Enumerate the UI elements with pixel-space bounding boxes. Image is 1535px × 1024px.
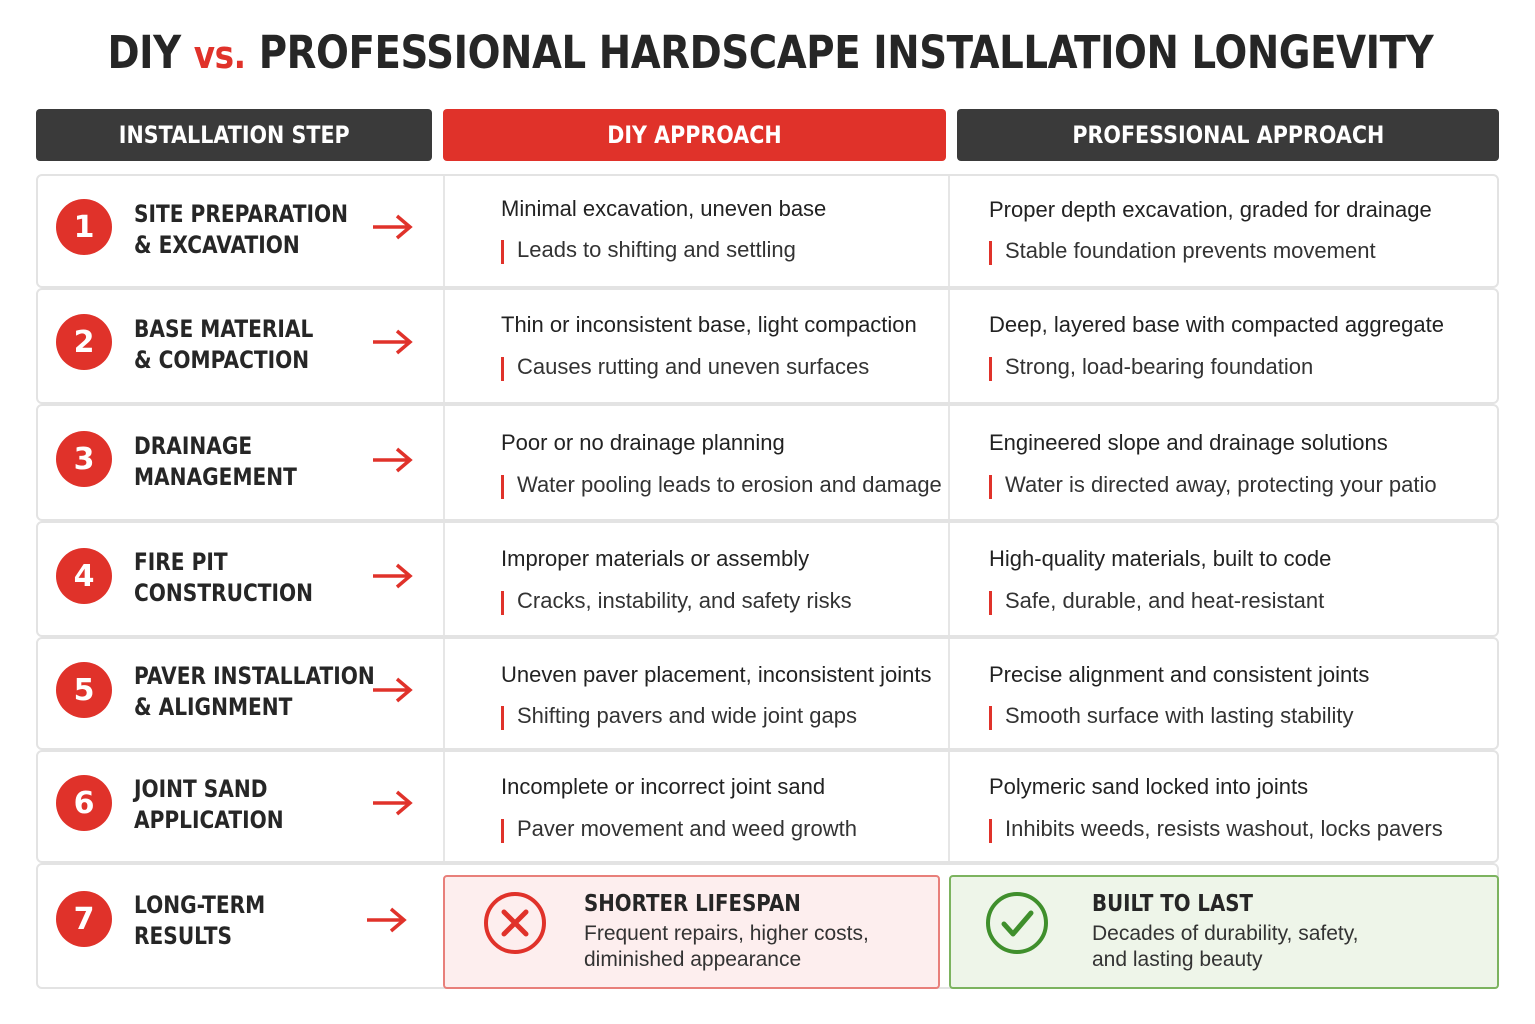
diy-result-description: Frequent repairs, higher costs, diminished appearance [584, 922, 869, 971]
step-number-badge: 1 [56, 199, 112, 255]
pro-benefit: Safe, durable, and heat-resistant [989, 588, 1324, 614]
step-name: PAVER INSTALLATION & ALIGNMENT [134, 662, 375, 721]
title-rest: PROFESSIONAL HARDSCAPE INSTALLATION LONGEVITY [258, 26, 1434, 79]
arrow-right-icon [371, 214, 413, 240]
table-row-4 [36, 521, 1499, 637]
pro-benefit: Strong, load-bearing foundation [989, 354, 1313, 380]
table-row-1 [36, 174, 1499, 288]
pro-benefit: Stable foundation prevents movement [989, 238, 1376, 264]
step-number-badge: 7 [56, 891, 112, 947]
table-row-5 [36, 637, 1499, 750]
table-row-3 [36, 404, 1499, 521]
diy-consequence: Shifting pavers and wide joint gaps [501, 703, 857, 729]
step-name: SITE PREPARATION & EXCAVATION [134, 200, 348, 259]
diy-description: Incomplete or incorrect joint sand [501, 774, 826, 799]
diy-result-card [443, 875, 940, 989]
title-diy: DIY [107, 26, 181, 79]
step-number-badge: 5 [56, 662, 112, 718]
diy-consequence: Causes rutting and uneven surfaces [501, 354, 869, 380]
pro-result-card [949, 875, 1499, 989]
table-row-6 [36, 750, 1499, 863]
arrow-right-icon [371, 447, 413, 473]
step-number-badge: 4 [56, 548, 112, 604]
diy-consequence: Paver movement and weed growth [501, 816, 857, 842]
step-name: JOINT SAND APPLICATION [134, 775, 284, 834]
arrow-right-icon [371, 677, 413, 703]
step-name: FIRE PIT CONSTRUCTION [134, 548, 314, 607]
pro-result-title: BUILT TO LAST [1092, 891, 1254, 917]
check-circle-icon [985, 891, 1049, 955]
diy-consequence: Cracks, instability, and safety risks [501, 588, 852, 614]
arrow-right-icon [365, 907, 407, 933]
title-vs: vs. [193, 33, 246, 77]
pro-description: Precise alignment and consistent joints [989, 662, 1370, 687]
step-name: DRAINAGE MANAGEMENT [134, 432, 297, 491]
pro-description: Polymeric sand locked into joints [989, 774, 1309, 799]
table-row-2 [36, 288, 1499, 404]
pro-description: Deep, layered base with compacted aggregate [989, 312, 1444, 337]
pro-result-description: Decades of durability, safety, and lasting beauty [1092, 922, 1359, 971]
pro-description: Engineered slope and drainage solutions [989, 430, 1388, 455]
step-number-badge: 2 [56, 314, 112, 370]
header-diy-approach: DIY APPROACH [443, 109, 946, 161]
pro-benefit: Smooth surface with lasting stability [989, 703, 1354, 729]
diy-consequence: Water pooling leads to erosion and damage [501, 472, 942, 498]
pro-benefit: Water is directed away, protecting your patio [989, 472, 1437, 498]
diy-description: Uneven paver placement, inconsistent joints [501, 662, 932, 687]
table-row-results [36, 863, 1499, 989]
arrow-right-icon [371, 563, 413, 589]
step-number-badge: 3 [56, 431, 112, 487]
diy-result-title: SHORTER LIFESPAN [584, 891, 801, 917]
step-name: BASE MATERIAL & COMPACTION [134, 315, 314, 374]
arrow-right-icon [371, 790, 413, 816]
pro-description: Proper depth excavation, graded for drainage [989, 197, 1432, 222]
step-name: LONG-TERM RESULTS [134, 891, 266, 950]
diy-consequence: Leads to shifting and settling [501, 237, 796, 263]
step-number-badge: 6 [56, 775, 112, 831]
pro-benefit: Inhibits weeds, resists washout, locks pavers [989, 816, 1443, 842]
diy-description: Poor or no drainage planning [501, 430, 785, 455]
header-professional-approach: PROFESSIONAL APPROACH [957, 109, 1499, 161]
pro-description: High-quality materials, built to code [989, 546, 1332, 571]
diy-description: Improper materials or assembly [501, 546, 810, 571]
header-installation-step: INSTALLATION STEP [36, 109, 432, 161]
page-title [107, 26, 1434, 79]
arrow-right-icon [371, 329, 413, 355]
diy-description: Thin or inconsistent base, light compaction [501, 312, 917, 337]
x-circle-icon [483, 891, 547, 955]
diy-description: Minimal excavation, uneven base [501, 196, 827, 221]
